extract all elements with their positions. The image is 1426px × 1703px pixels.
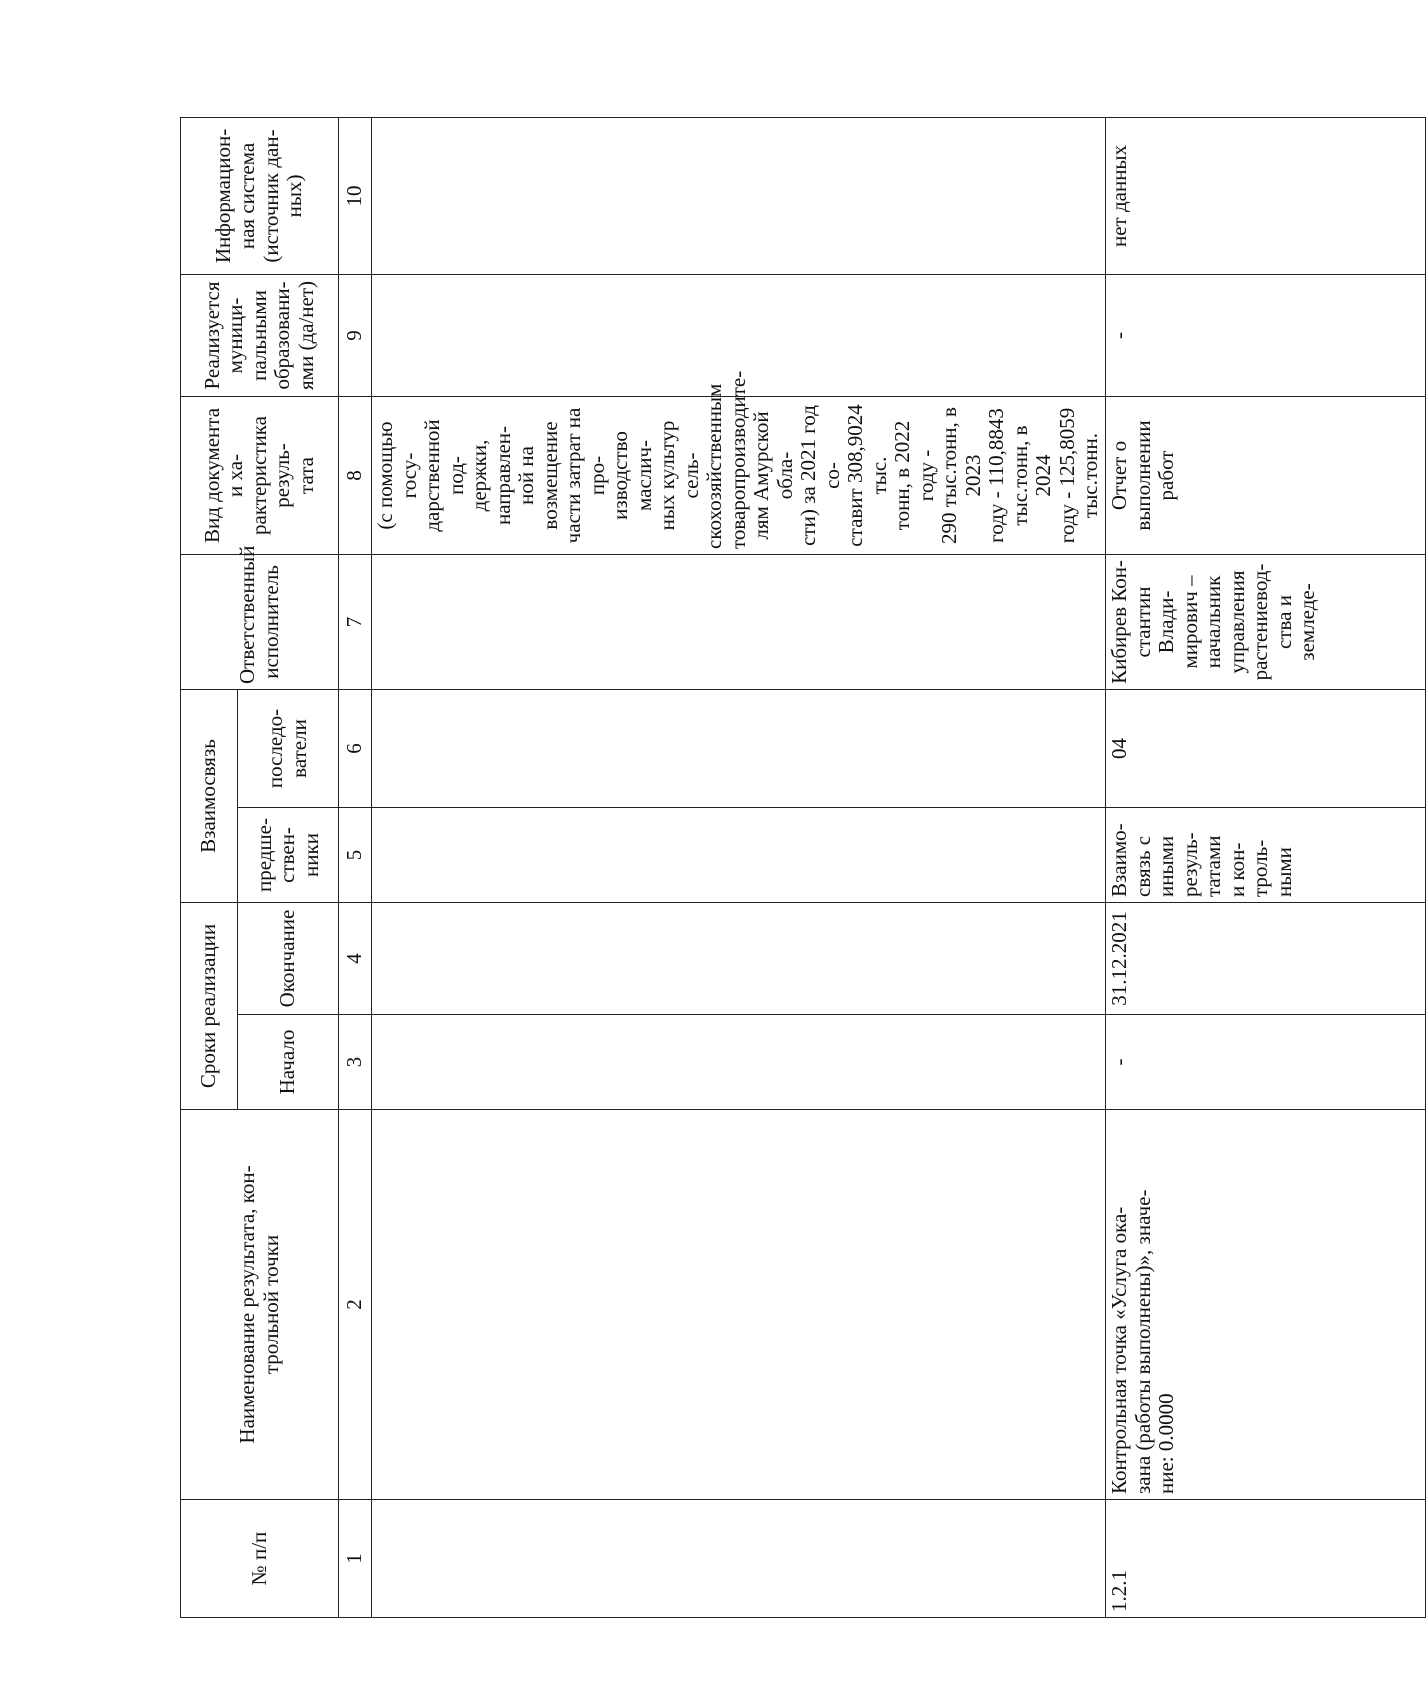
col-number: 9	[339, 274, 372, 396]
cell-empty	[372, 689, 1106, 807]
col-number: 4	[339, 903, 372, 1015]
cell-empty	[372, 1110, 1106, 1500]
header-row-1	[181, 117, 238, 1617]
header-num: № п/п	[181, 1500, 339, 1618]
row-responsible: Кибирев Кон- стантин Влади- мирович – начальник управления растениевод- ства и земледе-	[1105, 554, 1425, 689]
row-info-system: нет данных	[1105, 117, 1425, 274]
cell-empty	[372, 808, 1106, 903]
header-predecessors: предше- ствен- ники	[238, 808, 339, 903]
header-terms: Сроки реализации	[181, 903, 238, 1110]
results-table	[180, 117, 1426, 1618]
row-municipal: -	[1105, 274, 1425, 396]
cell-empty	[372, 903, 1106, 1015]
col-number: 10	[339, 117, 372, 274]
row-name: Контрольная точка «Услуга ока- зана (работы выполнены)», значе- ние: 0.0000	[1105, 1110, 1425, 1500]
header-info-system: Информацион- ная система (источник дан- ных)	[181, 117, 339, 274]
table-row	[1105, 117, 1425, 1617]
header-responsible: Ответственный исполнитель	[181, 554, 339, 689]
row-predecessors: Взаимо- связь с иными резуль- татами и кон- троль- ными	[1105, 808, 1425, 903]
header-link: Взаимосвязь	[181, 689, 238, 902]
cell-empty	[372, 1500, 1106, 1618]
col-number: 2	[339, 1110, 372, 1500]
col-number: 1	[339, 1500, 372, 1618]
header-name: Наименование результата, кон- трольной точки	[181, 1110, 339, 1500]
col-number: 8	[339, 396, 372, 554]
row-successors: 04	[1105, 689, 1425, 807]
continuation-row	[372, 117, 1106, 1617]
row-end: 31.12.2021	[1105, 903, 1425, 1015]
header-successors: последо- ватели	[238, 689, 339, 807]
header-start: Начало	[238, 1015, 339, 1110]
cell-empty	[372, 117, 1106, 274]
col-number: 5	[339, 808, 372, 903]
row-start: -	[1105, 1015, 1425, 1110]
row-document: Отчет о выполнении работ	[1105, 396, 1425, 554]
cell-empty	[372, 1015, 1106, 1110]
cell-empty	[372, 554, 1106, 689]
col-number: 3	[339, 1015, 372, 1110]
header-municipal: Реализуется муници- пальными образовани- ями (да/нет)	[181, 274, 339, 396]
row-number: 1.2.1	[1105, 1500, 1425, 1618]
header-document: Вид документа и ха- рактеристика резуль- тата	[181, 396, 339, 554]
header-end: Окончание	[238, 903, 339, 1015]
col-number: 7	[339, 554, 372, 689]
col-number: 6	[339, 689, 372, 807]
continuation-document-text: (с помощью госу- дарственной под- держки, направлен- ной на возмещение части затрат на про- изводство маслич- ных культур сель- скохозяйственным товаропроизводите- лям Амурской обла- сти) за 2021 год со- ставит 308,9024 тыс. тонн, в 2022 году - 290 тыс.тонн, в 2023 году - 110,8843 тыс.тонн, в 2024 году - 125,8059 тыс.тонн.	[372, 396, 1106, 554]
column-number-row	[339, 117, 372, 1617]
